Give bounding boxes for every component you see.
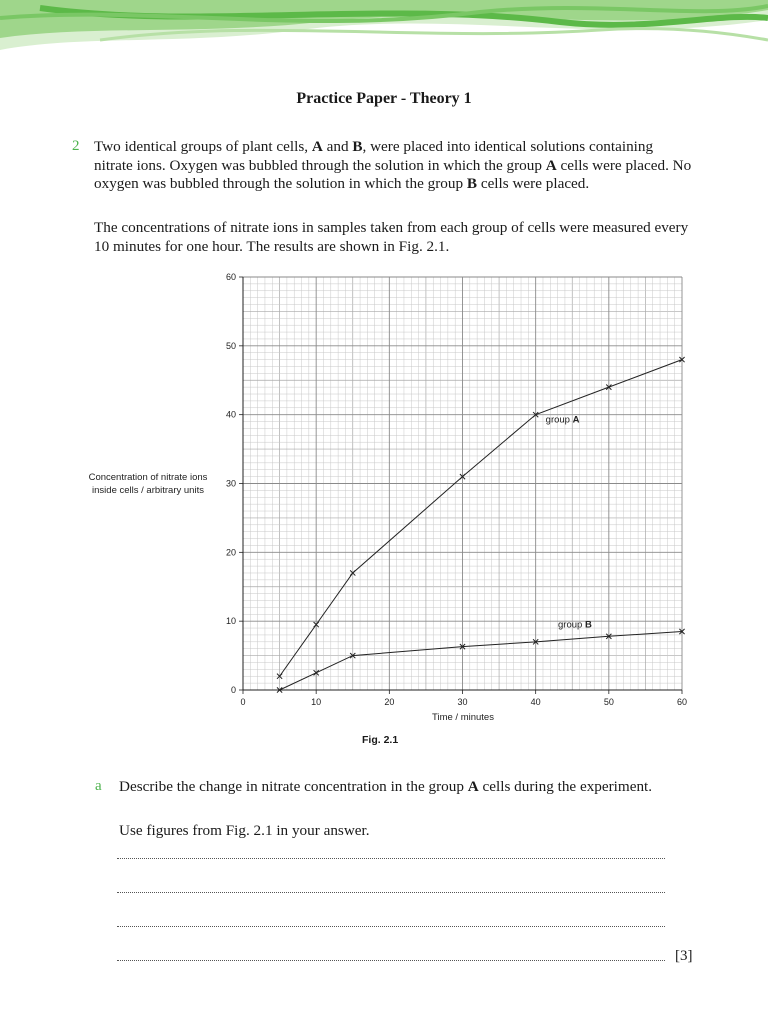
text-run: B	[352, 138, 363, 155]
series-label-A	[546, 415, 580, 426]
text-run: cells were placed.	[477, 175, 590, 192]
y-axis-label-line2: inside cells / arbitrary units	[92, 485, 204, 496]
text-run: A	[311, 138, 323, 155]
answer-line-1[interactable]	[117, 858, 665, 859]
text-run: Two identical groups of plant cells,	[94, 138, 312, 155]
x-tick-label: 10	[311, 697, 322, 707]
part-a-instruction: Use figures from Fig. 2.1 in your answer.	[119, 822, 370, 839]
y-tick-label: 60	[225, 272, 236, 282]
y-axis-label	[72, 471, 224, 497]
answer-line-4[interactable]	[117, 960, 665, 961]
y-tick-label: 0	[230, 685, 236, 695]
text-run: and	[322, 138, 353, 155]
series-label-B	[558, 619, 592, 630]
x-tick-label: 50	[603, 697, 614, 707]
x-tick-label: 60	[676, 697, 688, 707]
x-tick-label: 0	[240, 697, 246, 707]
y-tick-label: 30	[225, 478, 236, 489]
part-a-letter: a	[95, 778, 102, 794]
series-label-text: group	[558, 619, 585, 631]
series-label-text: group	[545, 414, 573, 426]
x-tick-label: 30	[457, 697, 468, 707]
y-tick-label: 10	[225, 616, 236, 627]
marks-allocation: [3]	[675, 948, 693, 964]
part-a-question	[119, 778, 679, 797]
text-run: cells were placed. No oxygen was bubbled through the solution in which the group	[94, 156, 692, 192]
y-axis-label-line1: Concentration of nitrate ions	[88, 472, 208, 483]
answer-line-2[interactable]	[117, 892, 665, 893]
series-label-letter: A	[572, 414, 580, 426]
text-run: The concentrations of nitrate ions in samples taken from each group of cells were measured every 10 minutes for one hour. The results are shown in Fig. 2.1.	[94, 219, 689, 255]
y-tick-label: 50	[225, 340, 236, 351]
chart-axes	[239, 277, 682, 694]
series-label-letter: B	[584, 619, 592, 631]
figure-caption: Fig. 2.1	[362, 734, 399, 746]
x-axis-label: Time / minutes	[432, 712, 494, 723]
y-tick-label: 40	[225, 409, 236, 420]
x-tick-label: 20	[384, 697, 395, 707]
text-run: A	[545, 156, 557, 174]
text-run: , were placed into identical solutions containing nitrate ions. Oxygen was bubbled through the solution in which the group	[94, 138, 654, 174]
text-run: A	[467, 778, 479, 795]
text-run: Describe the change in nitrate concentration in the group	[119, 778, 468, 795]
text-run: cells during the experiment.	[478, 778, 653, 795]
x-tick-label: 40	[530, 697, 541, 707]
page-title: Practice Paper - Theory 1	[296, 90, 472, 107]
y-tick-label: 20	[225, 547, 236, 558]
series-line-B	[280, 631, 682, 690]
text-run: B	[466, 175, 478, 192]
answer-line-3[interactable]	[117, 926, 665, 927]
question-number: 2	[72, 138, 80, 154]
